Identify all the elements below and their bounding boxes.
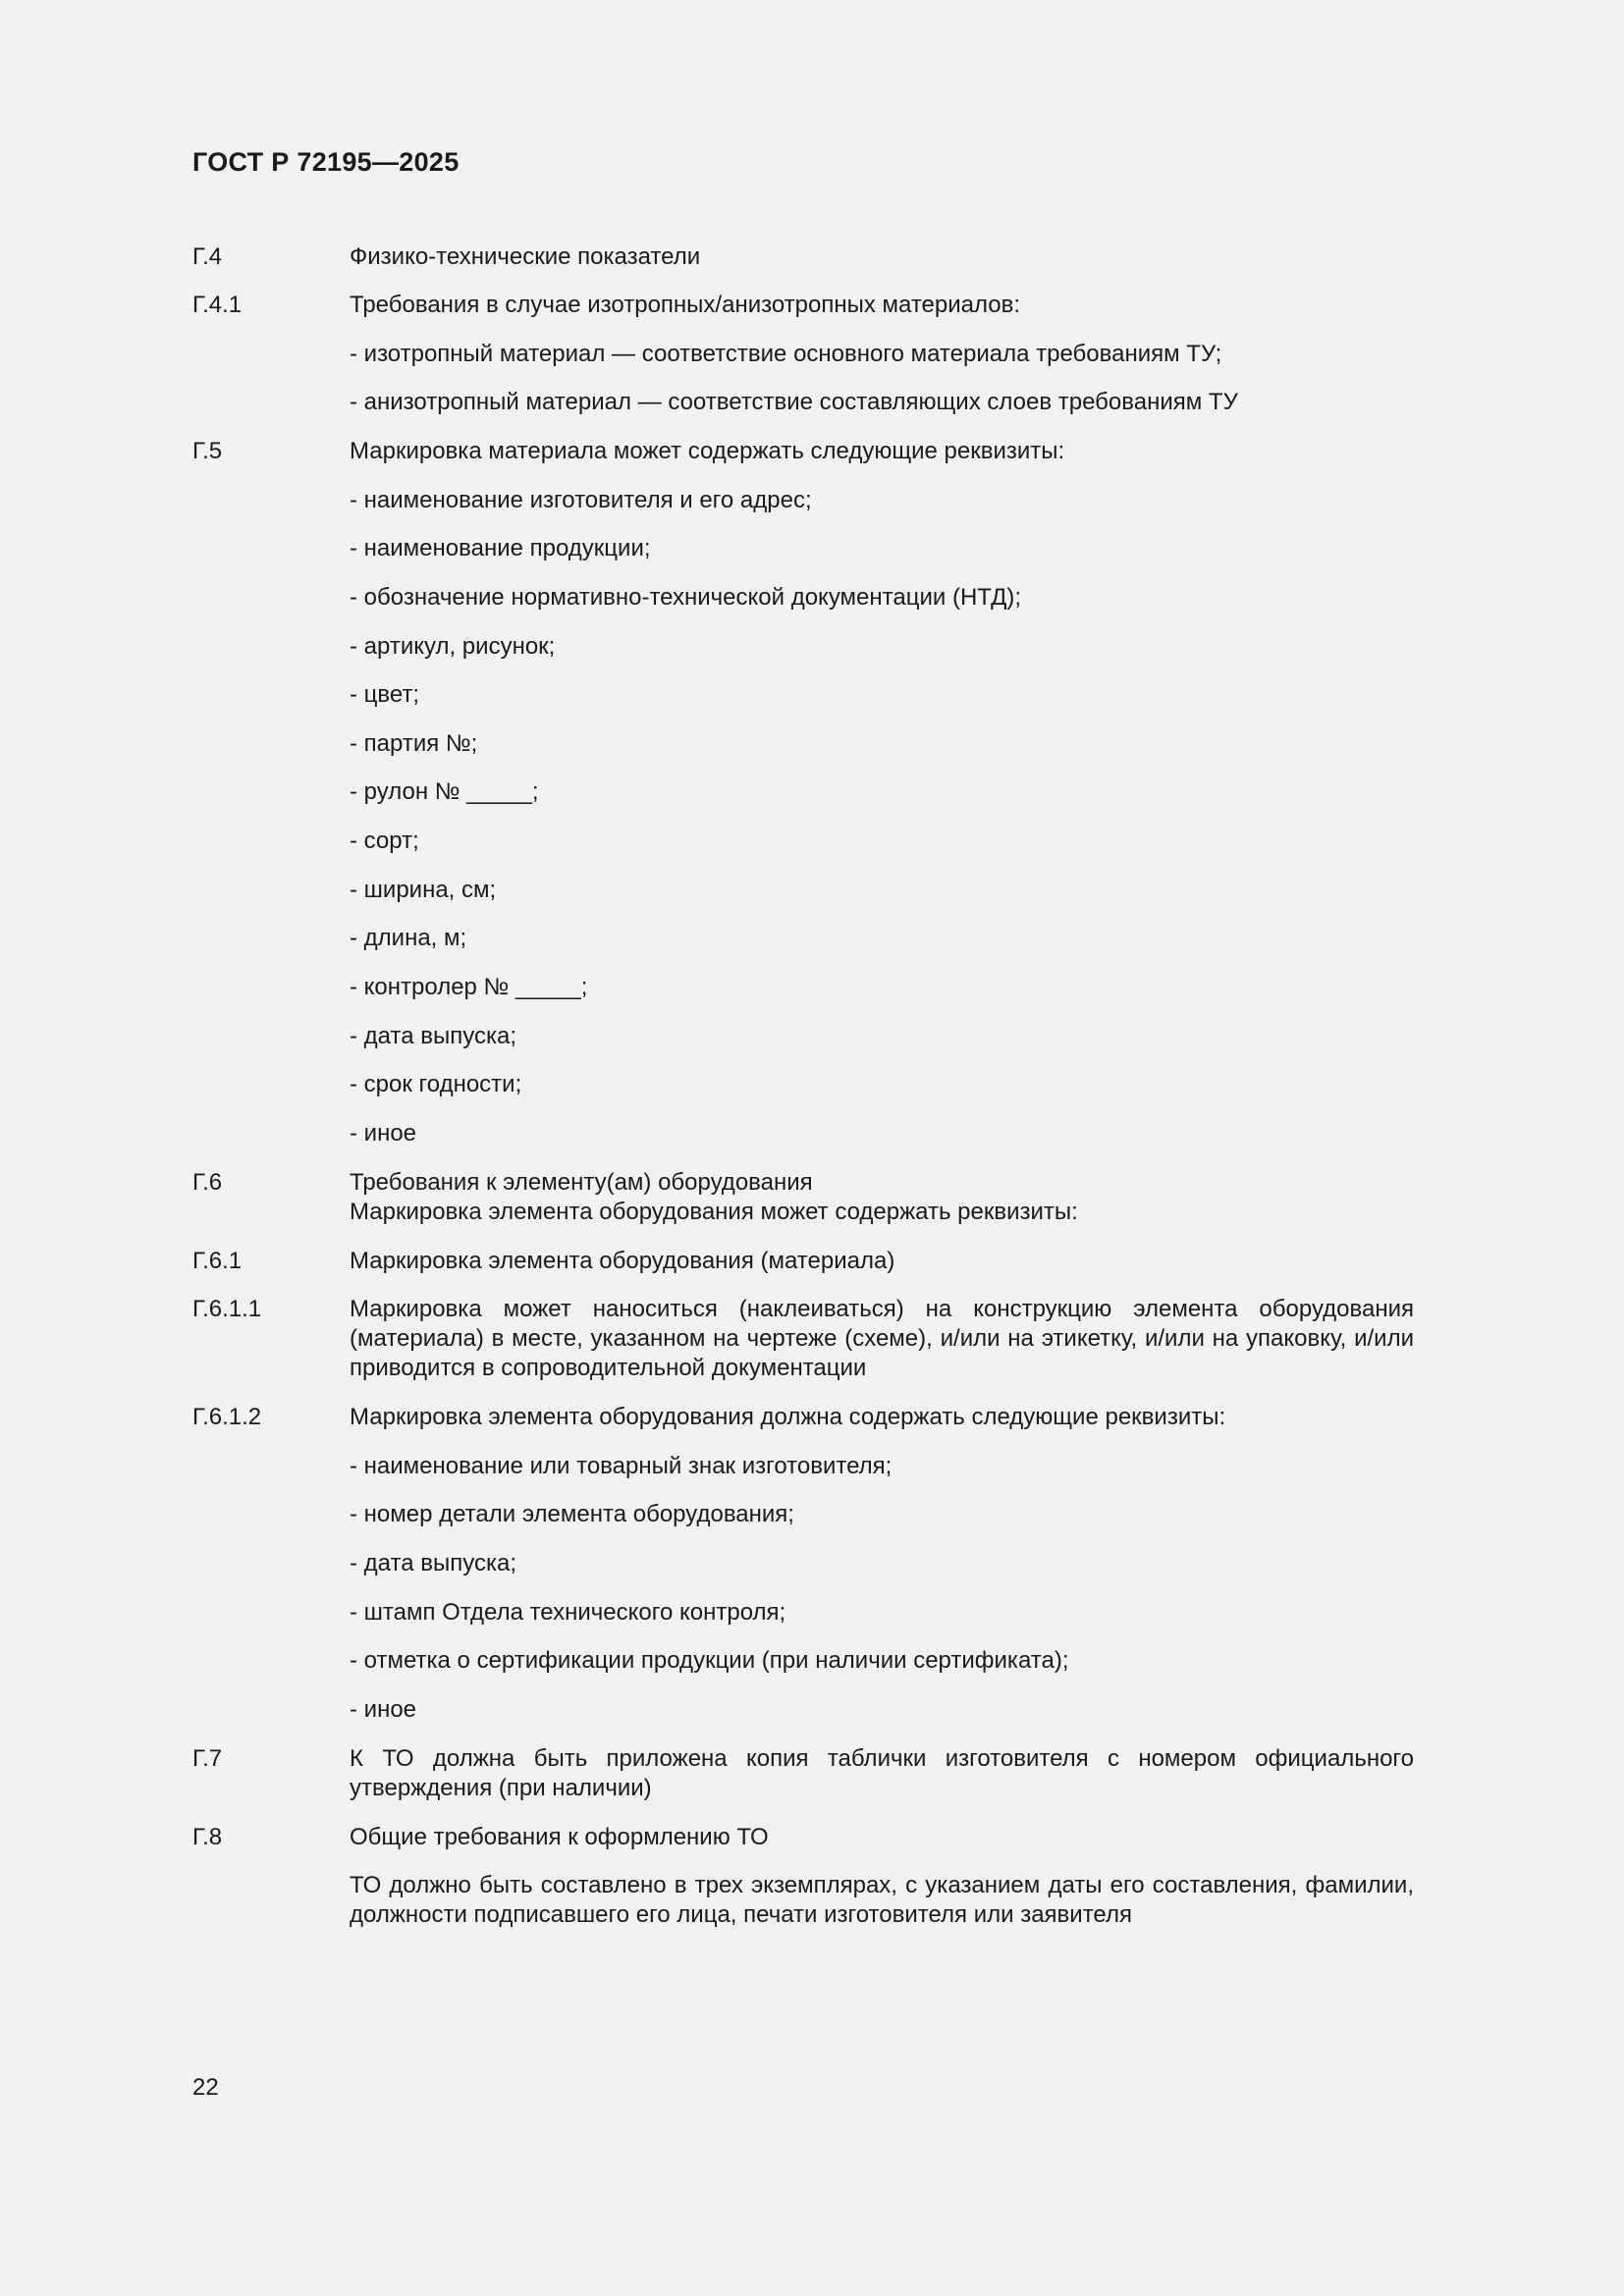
clause-number-g41: Г.4.1 [192, 292, 243, 318]
list-item: - длина, м; [350, 925, 467, 951]
list-item: - номер детали элемента оборудования; [350, 1501, 794, 1527]
list-item: - отметка о сертификации продукции (при наличии сертификата); [350, 1647, 1069, 1674]
list-item: - контролер № _____; [350, 974, 588, 1000]
list-item: - штамп Отдела технического контроля; [350, 1599, 786, 1626]
clause-number-g611: Г.6.1.1 [192, 1296, 262, 1322]
clause-g8-title: Общие требования к оформлению ТО [350, 1824, 769, 1850]
clause-g6-line2: Маркировка элемента оборудования может содержать реквизиты: [350, 1199, 1078, 1225]
clause-g61-text: Маркировка элемента оборудования (материала) [350, 1248, 895, 1274]
list-item: - наименование продукции; [350, 535, 651, 561]
clause-g5-text: Маркировка материала может содержать следующие реквизиты: [350, 438, 1065, 464]
page-number: 22 [192, 2074, 219, 2101]
clause-number-g61: Г.6.1 [192, 1248, 243, 1274]
list-item: - срок годности; [350, 1071, 522, 1097]
clause-g41-item: - анизотропный материал — соответствие составляющих слоев требованиям ТУ [350, 389, 1238, 415]
clause-g41-item: - изотропный материал — соответствие основного материала требованиям ТУ; [350, 341, 1222, 367]
list-item: - артикул, рисунок; [350, 633, 556, 660]
list-item: - наименование или товарный знак изготовителя; [350, 1453, 893, 1479]
list-item: - наименование изготовителя и его адрес; [350, 487, 812, 513]
clause-number-g6: Г.6 [192, 1169, 223, 1196]
clause-number-g612: Г.6.1.2 [192, 1404, 262, 1430]
clause-g6-line1: Требования к элементу(ам) оборудования [350, 1169, 813, 1196]
clause-g41-text: Требования в случае изотропных/анизотропных материалов: [350, 292, 1021, 318]
clause-number-g4: Г.4 [192, 243, 223, 270]
clause-number-g7: Г.7 [192, 1745, 223, 1772]
list-item: - иное [350, 1120, 417, 1147]
clause-g4-title: Физико-технические показатели [350, 243, 701, 270]
clause-g612-text: Маркировка элемента оборудования должна содержать следующие реквизиты: [350, 1404, 1226, 1430]
list-item: - дата выпуска; [350, 1550, 516, 1576]
clause-number-g5: Г.5 [192, 438, 223, 464]
list-item: - цвет; [350, 681, 420, 708]
list-item: - ширина, см; [350, 877, 497, 903]
list-item: - рулон № _____; [350, 778, 539, 805]
clause-g8-text: ТО должно быть составлено в трех экземплярах, с указанием даты его составления, фамилии, должности подписавшего его лица, печати изготовителя или заявителя [350, 1872, 1414, 1928]
list-item: - иное [350, 1696, 417, 1723]
clause-number-g8: Г.8 [192, 1824, 223, 1850]
clause-g7-text: К ТО должна быть приложена копия таблички изготовителя с номером официального утверждения (при наличии) [350, 1745, 1414, 1801]
list-item: - партия №; [350, 730, 478, 757]
list-item: - дата выпуска; [350, 1023, 516, 1049]
list-item: - сорт; [350, 828, 419, 854]
clause-g611-text: Маркировка может наноситься (наклеиваться) на конструкцию элемента оборудования (материала) в месте, указанном на чертеже (схеме), и/или на этикетку, и/или на упаковку, и/или приводится в сопроводительной документации [350, 1296, 1414, 1381]
document-header: ГОСТ Р 72195—2025 [192, 147, 460, 177]
list-item: - обозначение нормативно-технической документации (НТД); [350, 584, 1022, 611]
